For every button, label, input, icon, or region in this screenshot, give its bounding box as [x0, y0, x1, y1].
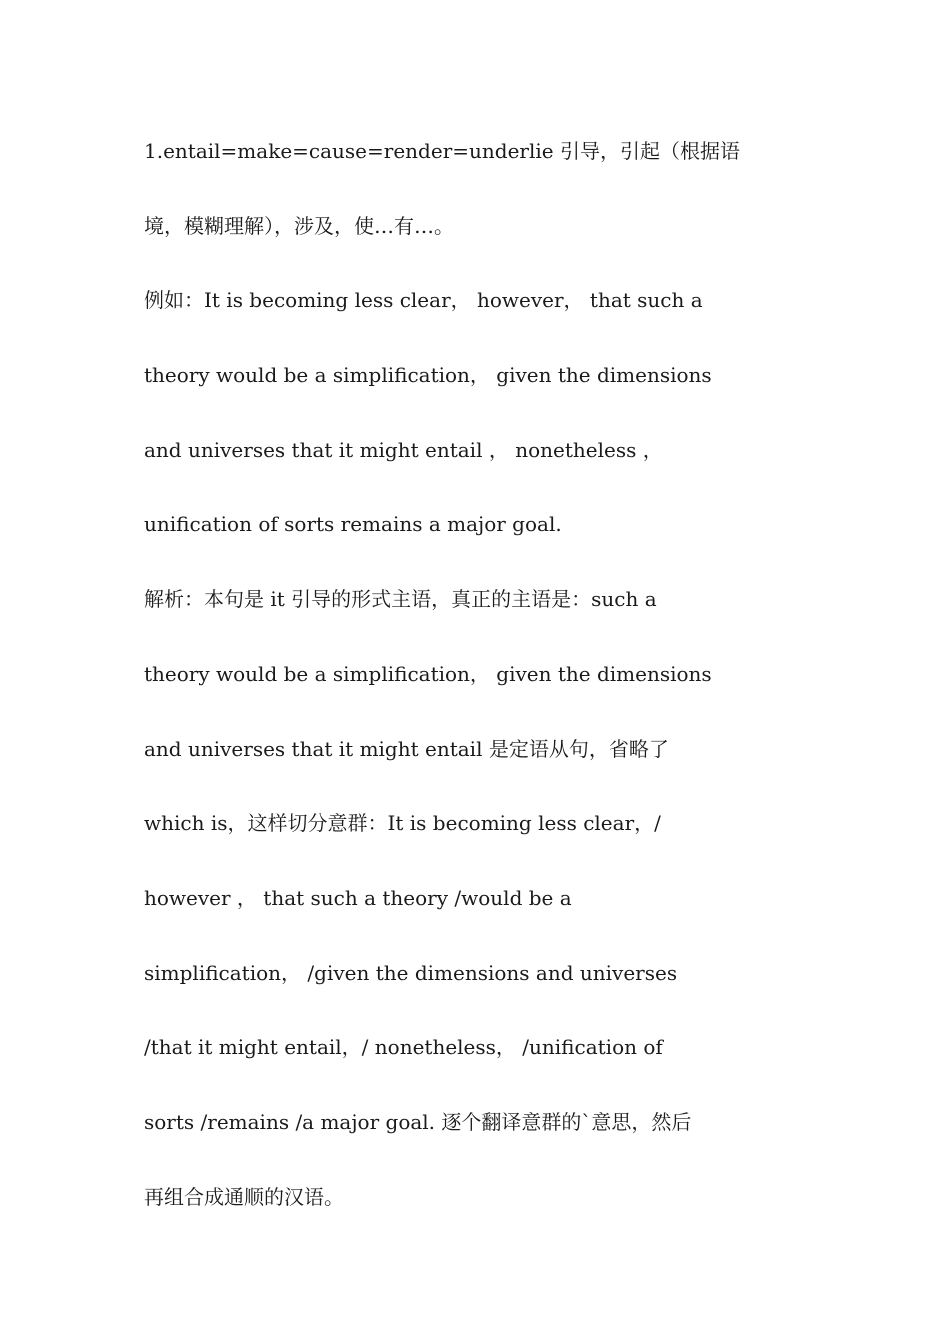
paragraph-line: /that it might entail，/ nonetheless， /unification of [144, 1035, 663, 1060]
paragraph-line: theory would be a simplification， given the dimensions [144, 661, 712, 686]
document-body [144, 126, 806, 1246]
paragraph-line: unification of sorts remains a major goal. [144, 512, 562, 537]
paragraph-line: 1.entail=make=cause=render=underlie 引导，引起（根据语 [144, 139, 740, 163]
paragraph-line: 解析：本句是 it 引导的形式主语，真正的主语是：such a [144, 587, 657, 612]
paragraph-line: theory would be a simplification， given the dimensions [144, 363, 712, 388]
paragraph-line: and universes that it might entail 是定语从句，省略了 [144, 736, 669, 761]
paragraph-line: 例如：It is becoming less clear， however， that such a [144, 288, 703, 313]
paragraph-line: 境，模糊理解），涉及，使…有…。 [144, 213, 454, 238]
paragraph-line: however ， that such a theory /would be a [144, 885, 572, 910]
paragraph-line: which is，这样切分意群：It is becoming less clear，/ [144, 811, 661, 836]
paragraph-line: simplification， /given the dimensions and universes [144, 960, 678, 985]
paragraph-line: and universes that it might entail ， nonetheless ， [144, 437, 663, 462]
paragraph-line: 再组合成通顺的汉语。 [144, 1184, 344, 1209]
paragraph-line: sorts /remains /a major goal. 逐个翻译意群的`意思，然后 [144, 1109, 692, 1134]
